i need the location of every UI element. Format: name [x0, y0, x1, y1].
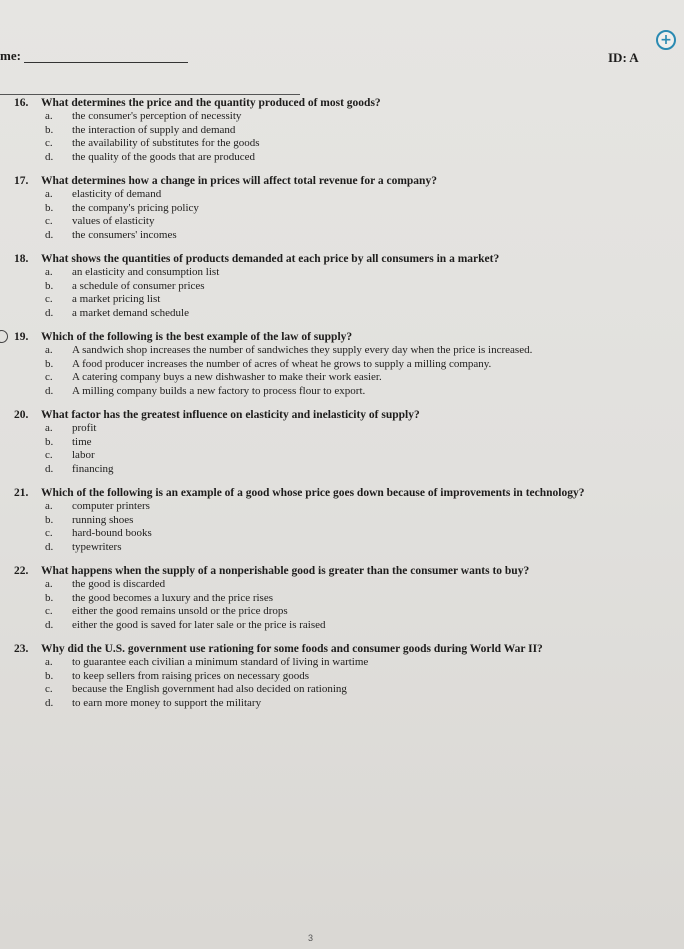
option-text: A catering company buys a new dishwasher to make their work easier. [72, 371, 382, 383]
question-16 [0, 96, 684, 164]
name-label: me: [0, 48, 21, 63]
answer-option[interactable] [0, 514, 684, 528]
option-letter: d. [45, 618, 54, 631]
option-letter: c. [45, 527, 53, 539]
option-letter: a. [45, 188, 53, 200]
option-letter: d. [45, 696, 54, 709]
answer-option[interactable] [0, 592, 684, 606]
name-line [24, 62, 188, 63]
option-letter: c. [45, 449, 53, 461]
page-mark: 3 [308, 933, 314, 943]
answer-option[interactable] [0, 293, 684, 307]
option-letter: b. [45, 123, 54, 136]
zoom-symbol: + [660, 32, 672, 48]
option-letter: c. [45, 371, 53, 383]
option-text: to keep sellers from raising prices on necessary goods [72, 669, 310, 682]
answer-option[interactable] [0, 307, 684, 321]
option-letter: b. [45, 357, 54, 370]
answer-option[interactable] [0, 670, 684, 684]
answer-option[interactable] [0, 229, 684, 243]
question-number: 17. [14, 175, 29, 187]
option-letter: d. [45, 462, 54, 475]
option-text: either the good is saved for later sale or the price is raised [72, 618, 326, 631]
question-17 [0, 174, 684, 242]
option-text: computer printers [72, 500, 150, 512]
question-stem [0, 96, 684, 110]
option-text: the good is discarded [72, 578, 166, 590]
option-letter: c. [45, 683, 53, 695]
id-label: ID: A [608, 50, 639, 65]
option-letter: a. [45, 110, 53, 122]
answer-option[interactable] [0, 436, 684, 450]
question-stem [0, 174, 684, 188]
answer-option[interactable] [0, 358, 684, 372]
option-text: the interaction of supply and demand [72, 123, 236, 136]
option-text: the company's pricing policy [72, 201, 199, 214]
option-letter: a. [45, 656, 53, 668]
question-number: 19. [14, 331, 29, 343]
question-21 [0, 486, 684, 554]
answer-option[interactable] [0, 697, 684, 711]
question-number: 16. [14, 97, 29, 109]
option-letter: b. [45, 435, 54, 448]
question-text: What factor has the greatest influence on elasticity and inelasticity of supply? [41, 409, 420, 421]
answer-option[interactable] [0, 371, 684, 385]
option-text: the consumers' incomes [72, 228, 177, 241]
option-letter: b. [45, 513, 54, 526]
option-text: elasticity of demand [72, 188, 162, 200]
option-letter: c. [45, 605, 53, 617]
answer-option[interactable] [0, 110, 684, 124]
question-18 [0, 252, 684, 320]
option-text: to earn more money to support the military [72, 696, 262, 709]
question-number: 23. [14, 643, 29, 655]
question-19 [0, 330, 684, 398]
answer-option[interactable] [0, 463, 684, 477]
question-text: What determines the price and the quantity produced of most goods? [41, 97, 381, 109]
answer-option[interactable] [0, 151, 684, 165]
question-stem [0, 330, 684, 344]
option-letter: c. [45, 215, 53, 227]
answer-option[interactable] [0, 385, 684, 399]
option-letter: d. [45, 384, 54, 397]
page-header [0, 44, 684, 66]
question-stem [0, 642, 684, 656]
option-text: an elasticity and consumption list [72, 266, 220, 278]
answer-option[interactable] [0, 605, 684, 619]
answer-option[interactable] [0, 280, 684, 294]
question-22 [0, 564, 684, 632]
zoom-in-icon[interactable] [656, 30, 676, 50]
option-text: the quality of the goods that are produced [72, 150, 255, 163]
question-number: 20. [14, 409, 29, 421]
option-letter: d. [45, 150, 54, 163]
question-text: Why did the U.S. government use rationing for some foods and consumer goods during World War II? [41, 643, 543, 655]
option-text: hard-bound books [72, 527, 152, 539]
answer-option[interactable] [0, 124, 684, 138]
option-letter: a. [45, 266, 53, 278]
answer-option[interactable] [0, 683, 684, 697]
option-text: labor [72, 449, 95, 461]
answer-option[interactable] [0, 500, 684, 514]
answer-option[interactable] [0, 656, 684, 670]
option-text: to guarantee each civilian a minimum standard of living in wartime [72, 656, 369, 668]
question-number: 21. [14, 487, 29, 499]
option-text: the consumer's perception of necessity [72, 110, 242, 122]
option-text: the availability of substitutes for the goods [72, 137, 260, 149]
divider [0, 94, 300, 95]
question-text: What happens when the supply of a nonperishable good is greater than the consumer wants to buy? [41, 565, 530, 577]
option-letter: b. [45, 279, 54, 292]
option-text: a market demand schedule [72, 306, 189, 319]
question-text: Which of the following is an example of a good whose price goes down because of improvements in technology? [41, 487, 585, 499]
question-text: Which of the following is the best example of the law of supply? [41, 331, 353, 343]
option-letter: d. [45, 540, 54, 553]
option-text: values of elasticity [72, 215, 155, 227]
answer-option[interactable] [0, 527, 684, 541]
option-text: running shoes [72, 513, 134, 526]
option-letter: b. [45, 591, 54, 604]
question-stem [0, 486, 684, 500]
option-letter: a. [45, 422, 53, 434]
answer-option[interactable] [0, 215, 684, 229]
option-letter: c. [45, 137, 53, 149]
answer-option[interactable] [0, 422, 684, 436]
answer-option[interactable] [0, 578, 684, 592]
option-text: A milling company builds a new factory to process flour to export. [72, 384, 366, 397]
option-text: financing [72, 462, 114, 475]
answer-option[interactable] [0, 344, 684, 358]
answer-option[interactable] [0, 541, 684, 555]
bubble-marker [0, 330, 8, 343]
question-number: 22. [14, 565, 29, 577]
question-20 [0, 408, 684, 476]
question-list [0, 96, 684, 720]
option-text: time [72, 435, 92, 448]
option-letter: d. [45, 228, 54, 241]
option-text: A food producer increases the number of acres of wheat he grows to supply a milling company. [72, 357, 492, 370]
option-text: A sandwich shop increases the number of sandwiches they supply every day when the price is increased. [72, 344, 533, 356]
option-letter: d. [45, 306, 54, 319]
option-letter: b. [45, 201, 54, 214]
answer-option[interactable] [0, 266, 684, 280]
option-text: either the good remains unsold or the price drops [72, 605, 288, 617]
question-text: What determines how a change in prices will affect total revenue for a company? [41, 175, 437, 187]
question-text: What shows the quantities of products demanded at each price by all consumers in a market? [41, 253, 500, 265]
question-number: 18. [14, 253, 29, 265]
question-stem [0, 564, 684, 578]
option-text: a market pricing list [72, 293, 161, 305]
question-23 [0, 642, 684, 710]
option-letter: a. [45, 578, 53, 590]
option-text: the good becomes a luxury and the price rises [72, 591, 273, 604]
option-letter: a. [45, 344, 53, 356]
answer-option[interactable] [0, 137, 684, 151]
option-text: a schedule of consumer prices [72, 279, 205, 292]
option-text: profit [72, 422, 97, 434]
answer-option[interactable] [0, 449, 684, 463]
question-stem [0, 408, 684, 422]
answer-option[interactable] [0, 202, 684, 216]
answer-option[interactable] [0, 188, 684, 202]
answer-option[interactable] [0, 619, 684, 633]
option-letter: c. [45, 293, 53, 305]
option-letter: b. [45, 669, 54, 682]
option-text: typewriters [72, 540, 122, 553]
option-letter: a. [45, 500, 53, 512]
question-stem [0, 252, 684, 266]
option-text: because the English government had also decided on rationing [72, 683, 347, 695]
